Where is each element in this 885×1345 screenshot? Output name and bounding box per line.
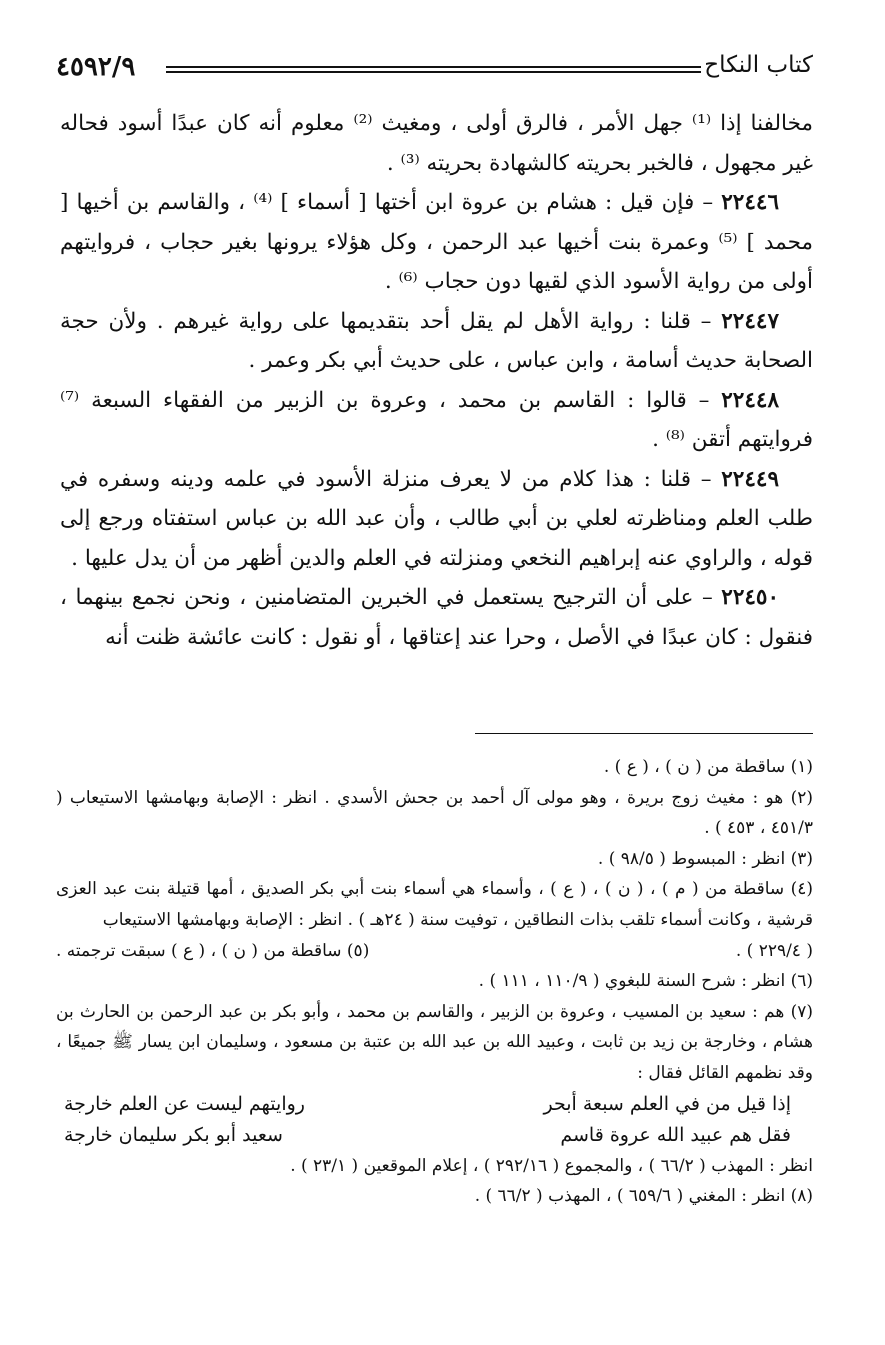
footnote-5: (٥) ساقطة من ( ن ) ، ( ع ) سبقت ترجمته . [56,940,370,961]
footnote-separator [475,733,813,734]
paragraph-number: ٢٢٤٤٨ [721,387,779,413]
poem [56,1089,813,1151]
paragraph-text: – قلنا : رواية الأهل لم يقل أحد بتقديمها على رواية غيرهم . ولأن حجة الصحابة حديث أسامة ، وابن عباس ، على حديث أبي بكر وعمر . [60,308,813,373]
paragraph-text: – قالوا : القاسم بن محمد ، وعروة بن الزبير من الفقهاء السبعة ⁽⁷⁾ فروايتهم أتقن ⁽⁸⁾ . [60,387,813,452]
main-text [60,104,813,657]
poem-line [64,1120,791,1151]
poem-hemistich: فقل هم عبيد الله عروة قاسم [560,1123,791,1146]
header-rule [166,66,701,73]
footnote-row [56,936,813,967]
footnote-4: (٤) ساقطة من ( م ) ، ( ن ) ، ( ع ) ، وأسماء هي أسماء بنت أبي بكر الصديق ، أمها قتيلة بنت عبد العزى قرشية ، وكانت أسماء تلقب بذات النطاقين ، توفيت سنة ( ٢٤هـ ) . انظر : الإصابة وبهامشها الاستيعاب [56,879,813,930]
footnote-6: (٦) انظر : شرح السنة للبغوي ( ١١٠/٩ ، ١١١ ) . [478,971,813,992]
page-number: ٤٥٩٢/٩ [56,52,136,82]
footnote-2: (٢) هو : مغيث زوج بريرة ، وهو مولى آل أحمد بن جحش الأسدي . انظر : الإصابة وبهامشها الاستيعاب ( ٤٥١/٣ ، ٤٥٣ ) . [56,787,813,839]
poem-hemistich: سعيد أبو بكر سليمان خارجة [64,1123,283,1146]
poem-hemistich: روايتهم ليست عن العلم خارجة [64,1092,305,1115]
book-title: كتاب النكاح [704,52,813,78]
paragraph [60,578,813,657]
footnote-1: (١) ساقطة من ( ن ) ، ( ع ) . [603,757,813,777]
page-header [56,50,813,90]
footnote-7-references: انظر : المهذب ( ٦٦/٢ ) ، والمجموع ( ٢٩٢/١٦ ) ، إعلام الموقعين ( ٢٣/١ ) . [290,1155,813,1176]
paragraph-number: ٢٢٤٤٧ [721,308,779,334]
paragraph [60,460,813,579]
paragraph-text: – على أن الترجيح يستعمل في الخبرين المتضامنين ، ونحن نجمع بينهما ، فنقول : كان عبدًا في الأصل ، وحرا عند إعتاقها ، أو نقول : كانت عائشة ظنت أنه [60,585,813,650]
paragraph-number: ٢٢٤٤٩ [721,466,779,492]
footnote-7: (٧) هم : سعيد بن المسيب ، وعروة بن الزبير ، والقاسم بن محمد ، وأبو بكر بن عبد الرحمن بن الحارث بن هشام ، وخارجة بن زيد بن ثابت ، وعبيد الله بن عبد الله بن عتبة بن مسعود ، وسليمان ابن يسار ﷺ جميعًا ، وقد نظمهم القائل فقال : [56,1001,813,1083]
paragraph: مخالفنا إذا ⁽¹⁾ جهل الأمر ، فالرق أولى ، ومغيث ⁽²⁾ معلوم أنه كان عبدًا أسود فحاله غير مجهول ، فالخبر بحريته كالشهادة بحريته ⁽³⁾ . [60,111,813,176]
footnotes [56,752,813,1212]
poem-line [64,1089,791,1120]
paragraph-number: ٢٢٤٤٦ [721,190,779,215]
paragraph [60,302,813,381]
paragraph-text: – فإن قيل : هشام بن عروة ابن أختها [ أسماء ] ⁽⁴⁾ ، والقاسم بن أخيها [ محمد ] ⁽⁵⁾ وعمرة بنت أخيها عبد الرحمن ، وكل هؤلاء يرونها بغير حجاب ، فروايتهم أولى من رواية الأسود الذي لقيها دون حجاب ⁽⁶⁾ . [60,190,813,294]
paragraph-number: ٢٢٤٥٠ [721,585,780,610]
footnote-3: (٣) انظر : المبسوط ( ٩٨/٥ ) . [597,848,813,869]
footnote-8: (٨) انظر : المغني ( ٦٥٩/٦ ) ، المهذب ( ٦٦/٢ ) . [474,1186,813,1207]
poem-hemistich: إذا قيل من في العلم سبعة أبحر [543,1092,791,1115]
footnote-4-end: ( ٢٢٩/٤ ) . [735,940,813,961]
paragraph [60,381,813,460]
paragraph [60,183,813,302]
paragraph-text: – قلنا : هذا كلام من لا يعرف منزلة الأسود في علمه ودينه وسفره في طلب العلم ومناظرته لعلي بن أبي طالب ، وأن عبد الله بن عباس استفتاه ورجع إلى قوله ، والراوي عنه إبراهيم النخعي ومنزلته في العلم والدين أظهر من أن يدل عليها . [60,466,813,571]
